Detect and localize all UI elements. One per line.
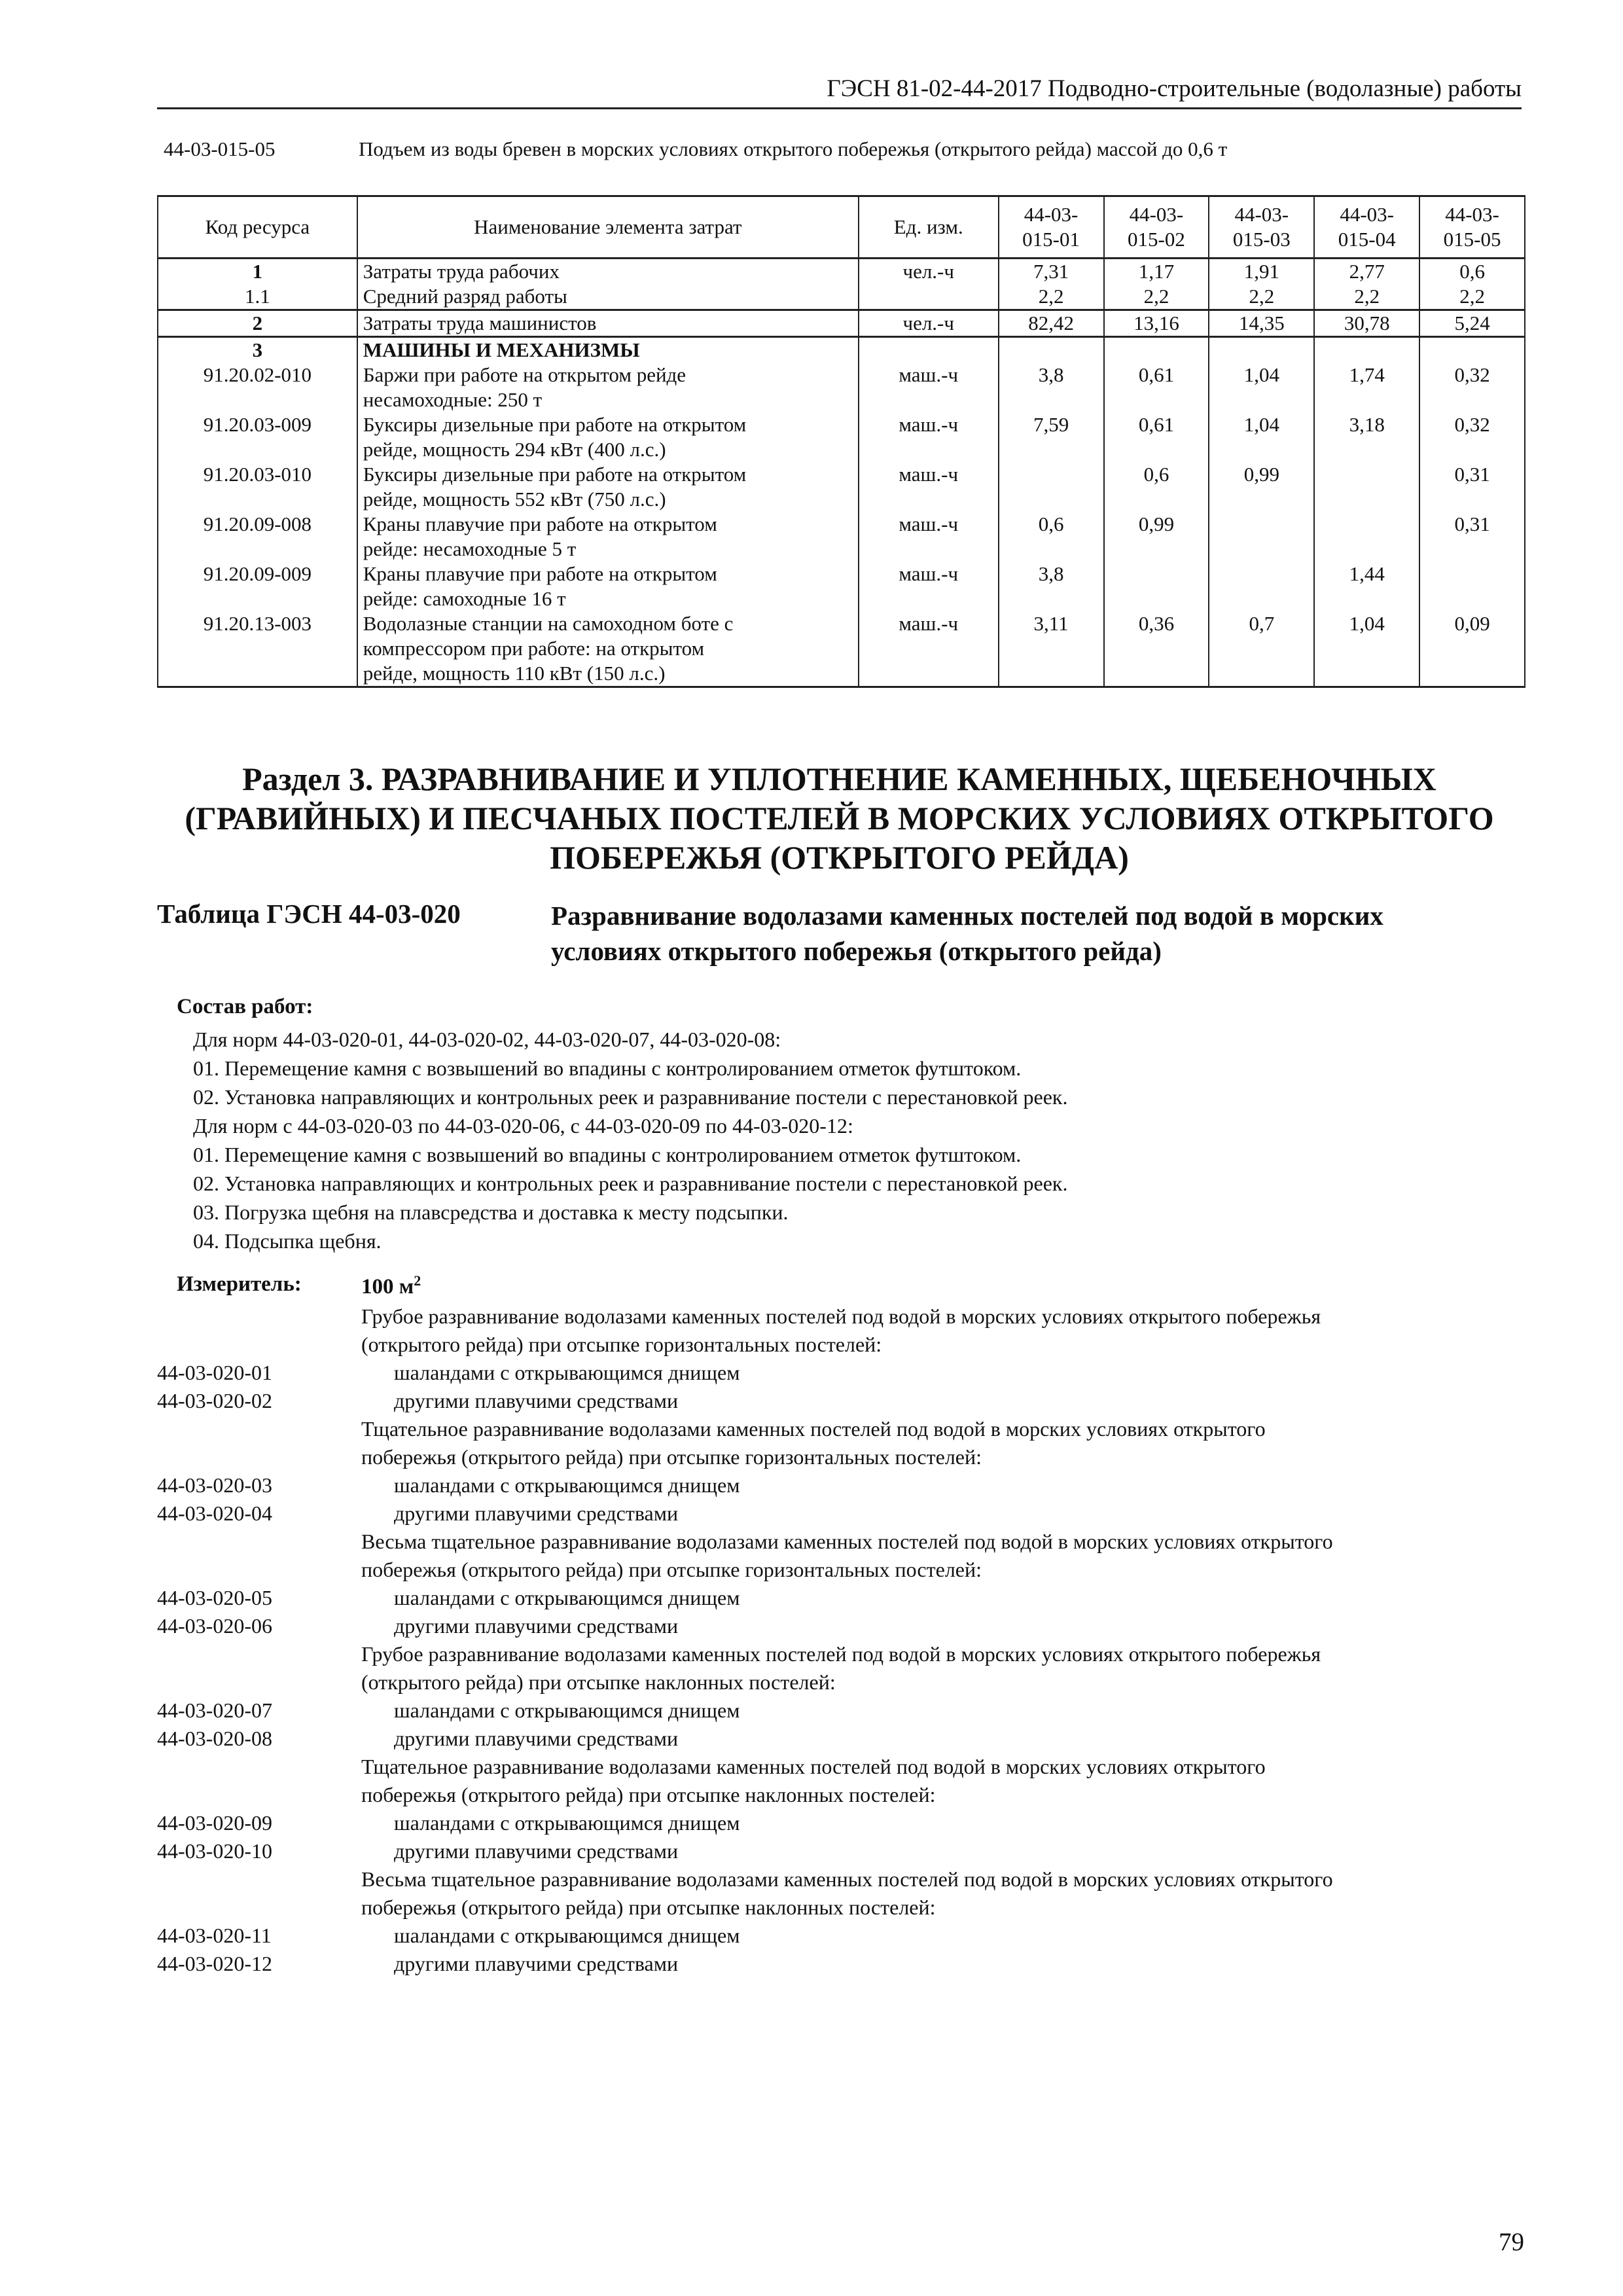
resource-name-line: Краны плавучие при работе на открытом — [363, 512, 717, 535]
norm-item-row — [157, 1612, 1525, 1640]
table-row — [158, 259, 1525, 285]
resource-value: 3,18 — [1314, 412, 1419, 462]
resource-value: 0,7 — [1209, 611, 1314, 687]
resource-value — [1314, 512, 1419, 562]
norm-code: 44-03-020-12 — [157, 1952, 272, 1975]
resource-value: 0,31 — [1419, 462, 1525, 512]
resource-unit: чел.-ч — [859, 310, 999, 337]
resource-name-line: Буксиры дизельные при работе на открытом — [363, 463, 747, 486]
table-row — [158, 562, 1525, 611]
section-title: Раздел 3. РАЗРАВНИВАНИЕ И УПЛОТНЕНИЕ КАМЕННЫХ, ЩЕБЕНОЧНЫХ (ГРАВИЙНЫХ) И ПЕСЧАНЫХ ПОСТЕЛЕЙ В МОРСКИХ УСЛОВИЯХ ОТКРЫТОГО ПОБЕРЕЖЬЯ (ОТКРЫТОГО РЕЙДА) — [185, 761, 1494, 876]
table-header-row — [158, 196, 1525, 259]
header-unit: Ед. изм. — [859, 196, 999, 259]
resource-name — [357, 611, 859, 687]
resource-name-line: Водолазные станции на самоходном боте с — [363, 612, 734, 635]
resource-value: 2,2 — [1104, 284, 1209, 310]
resource-value — [999, 337, 1104, 363]
header-col-5: 44-03- 015-05 — [1419, 196, 1525, 259]
table-row — [158, 363, 1525, 412]
resource-value: 14,35 — [1209, 310, 1314, 337]
resource-value — [999, 462, 1104, 512]
norm-desc-row — [157, 1556, 1525, 1584]
norm-item-row — [157, 1471, 1525, 1499]
resource-unit: маш.-ч — [859, 412, 999, 462]
table-row — [158, 412, 1525, 462]
norm-description: Весьма тщательное разравнивание водолазами каменных постелей под водой в морских условиях открытого — [361, 1867, 1333, 1891]
norm-code: 44-03-020-03 — [157, 1473, 272, 1497]
norm-item-text: шаландами с открывающимся днищем — [394, 1473, 740, 1497]
resource-name — [357, 412, 859, 462]
norm-item-text: шаландами с открывающимся днищем — [394, 1924, 740, 1947]
norm-item-text: другими плавучими средствами — [394, 1389, 679, 1412]
norm-description: побережья (открытого рейда) при отсыпке горизонтальных постелей: — [361, 1445, 982, 1469]
table-row — [158, 462, 1525, 512]
resource-value: 2,2 — [1209, 284, 1314, 310]
resource-unit: маш.-ч — [859, 562, 999, 611]
resource-name — [357, 310, 859, 337]
norms-list — [157, 1302, 1525, 1978]
resource-value — [1419, 337, 1525, 363]
resource-value: 13,16 — [1104, 310, 1209, 337]
resource-value: 3,11 — [999, 611, 1104, 687]
resource-value — [1314, 462, 1419, 512]
norm-item-text: другими плавучими средствами — [394, 1501, 679, 1525]
norm-desc-row — [157, 1781, 1525, 1809]
header-rule — [157, 107, 1522, 109]
table-row — [158, 512, 1525, 562]
norm-item-text: шаландами с открывающимся днищем — [394, 1586, 740, 1609]
norm-item-text: другими плавучими средствами — [394, 1952, 679, 1975]
norm-desc-row — [157, 1443, 1525, 1471]
norm-item-text: другими плавучими средствами — [394, 1727, 679, 1750]
header-code: Код ресурса — [158, 196, 357, 259]
resource-value: 2,2 — [1314, 284, 1419, 310]
table-row — [158, 310, 1525, 337]
resource-name-line: компрессором при работе: на открытом — [363, 637, 705, 660]
norm-item-text: другими плавучими средствами — [394, 1614, 679, 1638]
norm-code: 44-03-020-08 — [157, 1727, 272, 1750]
resource-name — [357, 462, 859, 512]
norm-desc-row — [157, 1302, 1525, 1331]
table-row — [158, 611, 1525, 687]
measure-label: Измеритель: — [177, 1272, 302, 1296]
resource-code: 91.20.02-010 — [158, 363, 357, 412]
resource-value — [1419, 562, 1525, 611]
norm-code: 44-03-020-09 — [157, 1811, 272, 1835]
resource-value: 1,74 — [1314, 363, 1419, 412]
resource-value: 0,61 — [1104, 363, 1209, 412]
norm-item-row — [157, 1387, 1525, 1415]
table-row — [158, 337, 1525, 363]
resource-code: 1 — [158, 259, 357, 285]
resource-value: 0,61 — [1104, 412, 1209, 462]
norm-code: 44-03-020-02 — [157, 1389, 272, 1412]
resource-value: 0,99 — [1104, 512, 1209, 562]
resource-name — [357, 337, 859, 363]
norm-description: побережья (открытого рейда) при отсыпке горизонтальных постелей: — [361, 1558, 982, 1581]
norm-code: 44-03-020-04 — [157, 1501, 272, 1525]
resource-value: 3,8 — [999, 562, 1104, 611]
resource-value: 1,04 — [1209, 363, 1314, 412]
resource-value: 2,2 — [999, 284, 1104, 310]
work-step: 02. Установка направляющих и контрольных реек и разравнивание постели с перестановкой реек. — [193, 1085, 1068, 1109]
resource-code: 91.20.09-009 — [158, 562, 357, 611]
norm-description: (открытого рейда) при отсыпке наклонных постелей: — [361, 1670, 836, 1694]
norm-item-text: шаландами с открывающимся днищем — [394, 1698, 740, 1722]
resource-value: 0,36 — [1104, 611, 1209, 687]
resource-unit: маш.-ч — [859, 363, 999, 412]
resource-value: 1,44 — [1314, 562, 1419, 611]
norm-description: Тщательное разравнивание водолазами каменных постелей под водой в морских условиях открытого — [361, 1755, 1266, 1778]
norm-desc-row — [157, 1528, 1525, 1556]
work-step: 02. Установка направляющих и контрольных реек и разравнивание постели с перестановкой реек. — [193, 1172, 1068, 1195]
norm-item-row — [157, 1359, 1525, 1387]
resource-name-line: Баржи при работе на открытом рейде — [363, 363, 687, 386]
table-row — [158, 284, 1525, 310]
norm-code: 44-03-020-11 — [157, 1924, 272, 1947]
norm-description: Грубое разравнивание водолазами каменных постелей под водой в морских условиях открытого побережья — [361, 1642, 1321, 1666]
page-number: 79 — [1499, 2228, 1524, 2256]
resource-name-line: рейде, мощность 552 кВт (750 л.с.) — [363, 488, 666, 511]
resource-value: 0,32 — [1419, 412, 1525, 462]
norm-item-row — [157, 1584, 1525, 1612]
resource-value: 0,6 — [999, 512, 1104, 562]
resource-name-line: Буксиры дизельные при работе на открытом — [363, 413, 747, 436]
norm-item-text: другими плавучими средствами — [394, 1839, 679, 1863]
norm-description: Весьма тщательное разравнивание водолазами каменных постелей под водой в морских условиях открытого — [361, 1530, 1333, 1553]
norm-item-text: шаландами с открывающимся днищем — [394, 1811, 740, 1835]
measure-unit: 100 $м^2$ — [361, 1272, 421, 1299]
resource-value: 0,09 — [1419, 611, 1525, 687]
norm-desc-row — [157, 1415, 1525, 1443]
resource-name-line: Затраты труда рабочих — [363, 260, 560, 283]
resource-value: 0,31 — [1419, 512, 1525, 562]
resource-value: 2,77 — [1314, 259, 1419, 285]
resource-value: 0,6 — [1419, 259, 1525, 285]
resource-value: 0,6 — [1104, 462, 1209, 512]
resource-name-line: Средний разряд работы — [363, 285, 567, 308]
resource-name-line: рейде, мощность 294 кВт (400 л.с.) — [363, 438, 666, 461]
resource-value: 7,59 — [999, 412, 1104, 462]
work-step: 01. Перемещение камня с возвышений во впадины с контролированием отметок футштоком. — [193, 1143, 1022, 1166]
norm-code: 44-03-020-06 — [157, 1614, 272, 1638]
resource-value: 7,31 — [999, 259, 1104, 285]
norm-desc-row — [157, 1331, 1525, 1359]
norm-description: побережья (открытого рейда) при отсыпке наклонных постелей: — [361, 1895, 936, 1919]
resource-name-line: Затраты труда машинистов — [363, 312, 597, 334]
header-col-2: 44-03- 015-02 — [1104, 196, 1209, 259]
header-col-3: 44-03- 015-03 — [1209, 196, 1314, 259]
norm-item-row — [157, 1922, 1525, 1950]
header-col-4: 44-03- 015-04 — [1314, 196, 1419, 259]
resource-value — [1209, 337, 1314, 363]
resource-unit: маш.-ч — [859, 462, 999, 512]
norm-desc-row — [157, 1893, 1525, 1922]
resource-value: 30,78 — [1314, 310, 1419, 337]
norm-item-row — [157, 1499, 1525, 1528]
resource-value — [1104, 562, 1209, 611]
norm-item-text: шаландами с открывающимся днищем — [394, 1361, 740, 1384]
resource-value: 1,91 — [1209, 259, 1314, 285]
resource-value: 5,24 — [1419, 310, 1525, 337]
resource-value — [1209, 512, 1314, 562]
norm-desc-row — [157, 1753, 1525, 1781]
norm-item-row — [157, 1725, 1525, 1753]
resource-name-line: Краны плавучие при работе на открытом — [363, 562, 717, 585]
resource-code: 91.20.13-003 — [158, 611, 357, 687]
norm-description: (открытого рейда) при отсыпке горизонтальных постелей: — [361, 1333, 882, 1356]
resource-unit: чел.-ч — [859, 259, 999, 285]
norm-code: 44-03-020-01 — [157, 1361, 272, 1384]
norm-item-row — [157, 1809, 1525, 1837]
header-name: Наименование элемента затрат — [357, 196, 859, 259]
resource-code: 3 — [158, 337, 357, 363]
resource-name-line: МАШИНЫ И МЕХАНИЗМЫ — [363, 338, 640, 361]
resource-name-line: рейде: несамоходные 5 т — [363, 537, 577, 560]
resource-name — [357, 284, 859, 310]
resource-unit: маш.-ч — [859, 512, 999, 562]
resource-unit — [859, 284, 999, 310]
table-caption-name: Подъем из воды бревен в морских условиях открытого побережья (открытого рейда) массой до 0,6 т — [359, 137, 1228, 160]
running-header: ГЭСН 81-02-44-2017 Подводно-строительные (водолазные) работы — [827, 75, 1522, 102]
norm-item-row — [157, 1950, 1525, 1978]
norm-description: Грубое разравнивание водолазами каменных постелей под водой в морских условиях открытого побережья — [361, 1304, 1321, 1328]
resource-value: 0,32 — [1419, 363, 1525, 412]
norm-desc-row — [157, 1640, 1525, 1668]
work-step: 01. Перемещение камня с возвышений во впадины с контролированием отметок футштоком. — [193, 1056, 1022, 1080]
work-composition-list — [193, 1025, 1067, 1255]
norm-description: побережья (открытого рейда) при отсыпке наклонных постелей: — [361, 1783, 936, 1806]
norm-item-row — [157, 1837, 1525, 1865]
resource-value — [1104, 337, 1209, 363]
table-caption-code: 44-03-015-05 — [164, 137, 276, 160]
resource-value: 2,2 — [1419, 284, 1525, 310]
resource-code: 91.20.09-008 — [158, 512, 357, 562]
resource-table — [157, 195, 1525, 688]
resource-name-line: рейде: самоходные 16 т — [363, 587, 566, 610]
resource-value: 0,99 — [1209, 462, 1314, 512]
norm-code: 44-03-020-10 — [157, 1839, 272, 1863]
work-step: Для норм 44-03-020-01, 44-03-020-02, 44-03-020-07, 44-03-020-08: — [193, 1028, 781, 1051]
resource-code: 91.20.03-009 — [158, 412, 357, 462]
table-body — [158, 259, 1525, 687]
resource-value: 82,42 — [999, 310, 1104, 337]
work-step: 04. Подсыпка щебня. — [193, 1229, 382, 1253]
resource-unit: маш.-ч — [859, 611, 999, 687]
norm-desc-row — [157, 1668, 1525, 1696]
resource-value: 1,17 — [1104, 259, 1209, 285]
resource-value — [1314, 337, 1419, 363]
resource-name — [357, 512, 859, 562]
resource-unit — [859, 337, 999, 363]
resource-code: 1.1 — [158, 284, 357, 310]
resource-name — [357, 562, 859, 611]
resource-name — [357, 363, 859, 412]
resource-name-line: несамоходные: 250 т — [363, 388, 543, 411]
resource-value — [1209, 562, 1314, 611]
resource-value: 3,8 — [999, 363, 1104, 412]
work-step: Для норм с 44-03-020-03 по 44-03-020-06, с 44-03-020-09 по 44-03-020-12: — [193, 1114, 853, 1138]
table2-code: Таблица ГЭСН 44-03-020 — [157, 899, 461, 929]
resource-value: 1,04 — [1209, 412, 1314, 462]
resource-name — [357, 259, 859, 285]
norm-code: 44-03-020-05 — [157, 1586, 272, 1609]
resource-name-line: рейде, мощность 110 кВт (150 л.с.) — [363, 662, 666, 685]
norm-description: Тщательное разравнивание водолазами каменных постелей под водой в морских условиях открытого — [361, 1417, 1266, 1441]
header-col-1: 44-03- 015-01 — [999, 196, 1104, 259]
work-composition-heading: Состав работ: — [177, 995, 313, 1018]
norm-code: 44-03-020-07 — [157, 1698, 272, 1722]
norm-desc-row — [157, 1865, 1525, 1893]
work-step: 03. Погрузка щебня на плавсредства и доставка к месту подсыпки. — [193, 1200, 789, 1224]
resource-code: 91.20.03-010 — [158, 462, 357, 512]
resource-value: 1,04 — [1314, 611, 1419, 687]
norm-item-row — [157, 1696, 1525, 1725]
table2-name: Разравнивание водолазами каменных постелей под водой в морских условиях открытого побережья (открытого рейда) — [551, 901, 1383, 966]
resource-code: 2 — [158, 310, 357, 337]
